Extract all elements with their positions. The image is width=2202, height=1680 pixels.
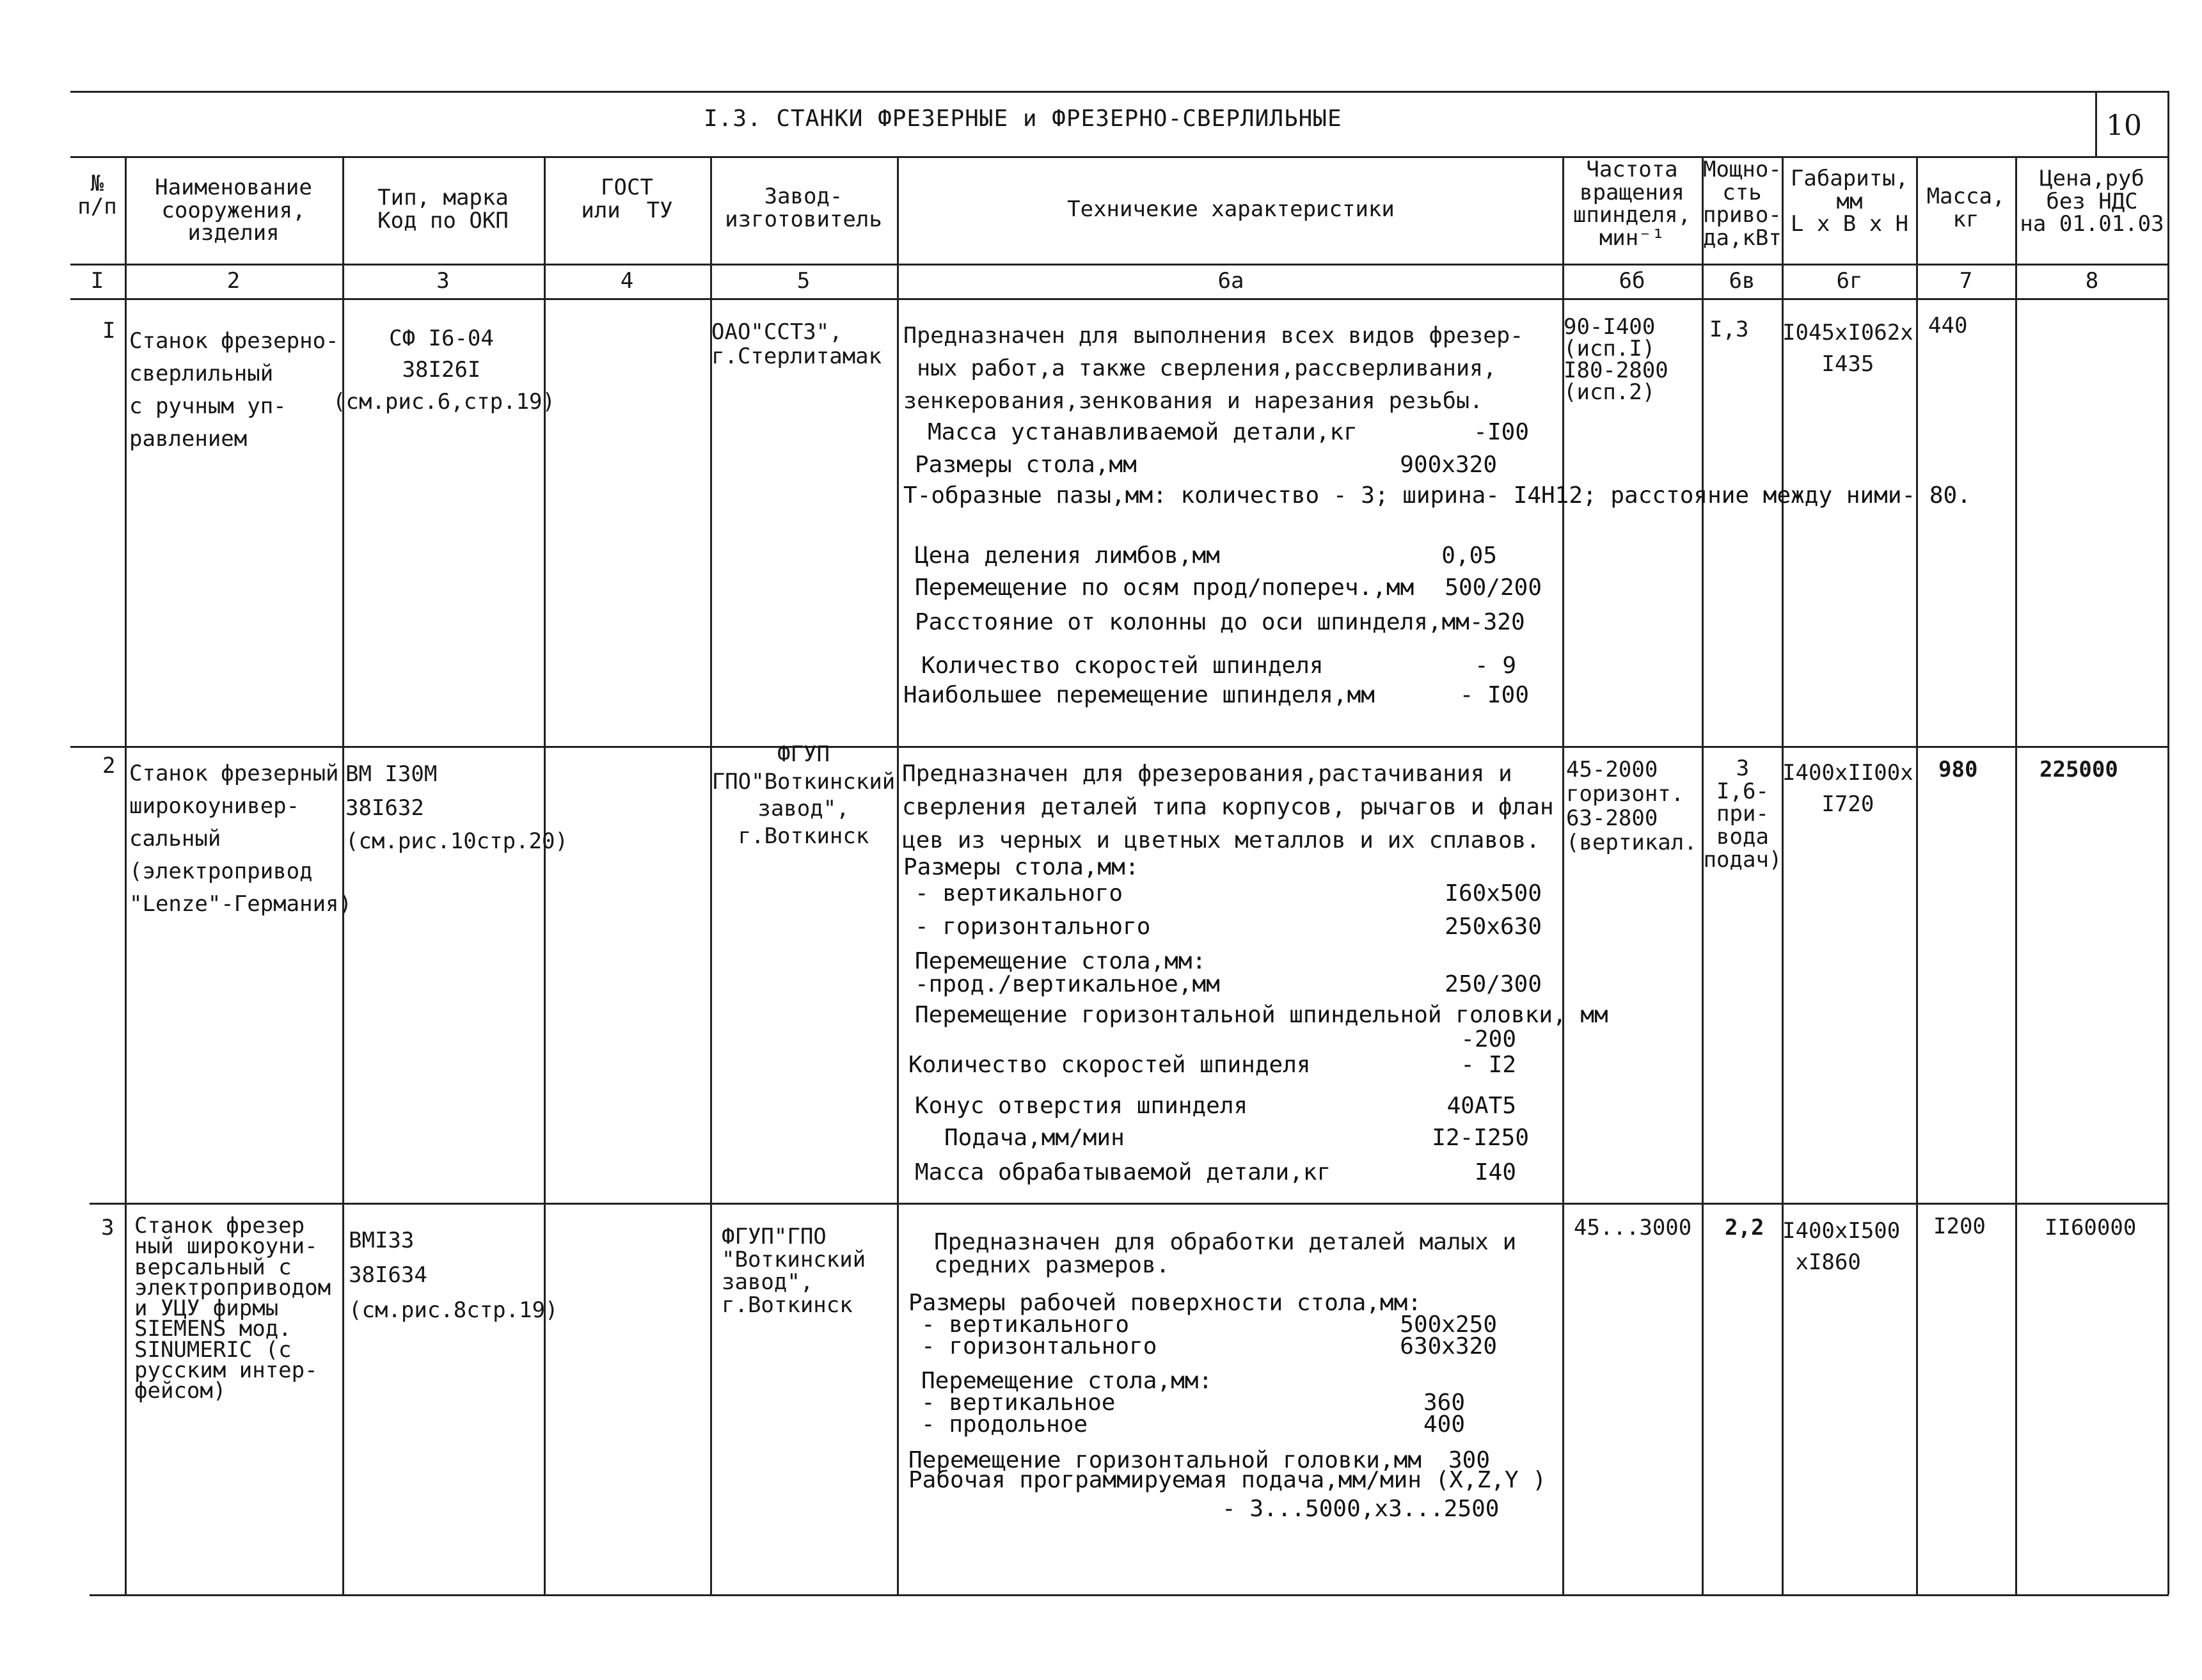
bottom-rule — [90, 1594, 2169, 1596]
numbering-8: 8 — [2085, 268, 2099, 294]
spec-value: 400 — [1423, 1411, 1465, 1438]
spec-value: - 9 — [1474, 653, 1516, 679]
spec-value: 300 — [1448, 1447, 1491, 1473]
top-rule — [70, 91, 2169, 93]
title-rule — [70, 156, 2169, 158]
spec-value: 360 — [1423, 1390, 1465, 1416]
row1-desc: Предназначен для выполнения всех видов фрезер- ных работ,а также сверления,рассверливания, зенкерования,зенкования и нарезания резьбы. — [903, 323, 1524, 414]
numbering-6v: 6в — [1729, 268, 1755, 294]
spec-row: - вертикального — [915, 880, 1123, 907]
col-divider-1 — [125, 156, 127, 1594]
right-border — [2167, 91, 2169, 1594]
row2-price: 225000 — [2040, 757, 2118, 782]
row2-dims: I400хII00х I720 — [1782, 760, 1913, 818]
row2-maker: ФГУП ГПО"Воткинский завод", г.Воткинск — [711, 741, 896, 849]
row1-mass: 440 — [1928, 313, 1968, 338]
header-dims: Габариты, мм L х B х H — [1790, 166, 1909, 237]
header-speed: Частота вращения шпинделя, мин⁻¹ — [1572, 157, 1691, 251]
row2-power: 3 I,6- при- вода подач) — [1703, 756, 1782, 873]
numbering-2: 2 — [226, 268, 241, 294]
spec-row: Т-образные пазы,мм: количество - 3; ширина- I4Н12; расстояние между ними- 80. — [903, 482, 1971, 509]
spec-row: Перемещение стола,мм: — [921, 1368, 1213, 1394]
row1-name: Станок фрезерно- сверлильный с ручным уп- равлением — [129, 328, 339, 452]
row3-name: Станок фрезер ный широкоуни- версальный с электроприводом и УЦУ фирмы SIEMENS мод. SINUMERIC (с русским интер- фейсом) — [134, 1213, 331, 1404]
spec-row: Перемещение горизонтальной головки,мм — [908, 1447, 1422, 1473]
header-name: Наименование сооружения, изделия — [155, 175, 312, 246]
row2-speed: 45-2000 горизонт. 63-2800 (вертикал. — [1566, 757, 1697, 856]
row2-num: 2 — [102, 753, 116, 779]
spec-row: Рабочая программируемая подача,мм/мин (Х,Z,Y ) — [908, 1467, 1546, 1493]
spec-row: - продольное — [921, 1411, 1088, 1438]
numbering-rule — [70, 298, 2169, 300]
row2-desc: Предназначен для фрезерования,растачивания и сверления деталей типа корпусов, рычагов и флан цев из черных и цветных металлов и их сплавов. — [902, 761, 1554, 854]
row3-maker: ФГУП"ГПО "Воткинский завод", г.Воткинск — [722, 1224, 866, 1319]
header-power: Мощно- сть приво- да,кВт — [1703, 157, 1782, 251]
spec-row: Конус отверстия шпинделя — [915, 1093, 1248, 1119]
row2-rule — [90, 1203, 2169, 1205]
page-num-divider — [2095, 91, 2097, 156]
row3-power: 2,2 — [1725, 1215, 1764, 1240]
spec-value: 630х320 — [1400, 1333, 1497, 1359]
col-divider-7 — [2015, 156, 2017, 1594]
spec-value: I40 — [1474, 1159, 1516, 1185]
spec-row: Цена деления лимбов,мм — [915, 543, 1220, 569]
spec-value: I60х500 — [1445, 880, 1542, 907]
numbering-5: 5 — [796, 268, 811, 294]
col-divider-4 — [710, 156, 712, 1594]
spec-row: - вертикальное — [921, 1390, 1116, 1416]
header-num: № п/п — [77, 171, 117, 219]
spec-value: -I00 — [1473, 419, 1529, 445]
row1-num: I — [102, 318, 116, 344]
spec-row: -прод./вертикальное,мм — [915, 971, 1220, 997]
spec-row: Подача,мм/мин — [944, 1125, 1125, 1151]
numbering-6a: 6а — [1217, 268, 1244, 294]
row3-num: 3 — [101, 1215, 115, 1240]
header-specs: Техничекие характеристики — [1067, 196, 1395, 222]
header-rule — [70, 264, 2169, 265]
header-maker: Завод- изготовитель — [725, 184, 882, 232]
spec-row: Масса устанавливаемой детали,кг — [928, 419, 1358, 445]
row1-power: I,3 — [1709, 317, 1749, 342]
spec-value: 500х250 — [1400, 1312, 1497, 1338]
spec-value: 40АТ5 — [1446, 1093, 1516, 1119]
page-number: 10 — [2106, 109, 2142, 142]
spec-row: Количество скоростей шпинделя — [921, 653, 1324, 679]
numbering-3: 3 — [436, 268, 450, 294]
spec-row: - вертикального — [921, 1312, 1130, 1338]
row3-type: ВМI33 38I634 (см.рис.8стр.19) — [349, 1228, 558, 1323]
spec-value: 900х320 — [1400, 452, 1497, 478]
row1-speed: 90-I400 (исп.I) I80-2800 (исп.2) — [1564, 314, 1668, 405]
header-price: Цена,руб без НДС на 01.01.03 — [2020, 166, 2164, 237]
header-mass: Масса, кг — [1926, 184, 2006, 232]
numbering-4: 4 — [620, 268, 634, 294]
spec-value: 250х630 — [1445, 914, 1542, 940]
row2-type: ВМ I30М 38I632 (см.рис.10стр.20) — [345, 761, 568, 855]
spec-row: Размеры стола,мм: — [903, 854, 1139, 880]
spec-row: - горизонтального — [915, 914, 1151, 940]
numbering-7: 7 — [1959, 268, 1973, 294]
numbering-1: I — [90, 268, 104, 294]
spec-row: Перемещение горизонтальной шпиндельной головки, мм — [915, 1002, 1608, 1028]
numbering-6g: 6г — [1836, 268, 1863, 294]
spec-value: - 3...5000,х3...2500 — [1222, 1496, 1500, 1522]
row2-name: Станок фрезерный широкоунивер- сальный (электропривод "Lenze"-Германия) — [129, 761, 352, 917]
header-type: Тип, марка Код по ОКП — [377, 185, 509, 234]
spec-value: 250/300 — [1445, 971, 1542, 997]
spec-row: Размеры стола,мм — [915, 452, 1137, 478]
row2-mass: 980 — [1938, 757, 1978, 782]
row3-price: II60000 — [2045, 1215, 2137, 1240]
spec-value: - I00 — [1459, 682, 1529, 708]
spec-row: Перемещение по осям прод/попереч.,мм — [915, 575, 1414, 601]
spec-row: - горизонтального — [921, 1333, 1157, 1359]
col-divider-5 — [897, 156, 899, 1594]
spec-row: Наибольшее перемещение шпинделя,мм — [903, 682, 1375, 708]
spec-value: I2-I250 — [1432, 1125, 1529, 1151]
row3-desc: Предназначен для обработки деталей малых и средних размеров. — [934, 1229, 1517, 1278]
spec-value: - I2 — [1461, 1052, 1516, 1078]
spec-row: Размеры рабочей поверхности стола,мм: — [908, 1290, 1422, 1316]
page-title: I.3. СТАНКИ ФРЕЗЕРНЫЕ и ФРЕЗЕРНО-СВЕРЛИЛЬНЫЕ — [704, 106, 1342, 132]
numbering-6b: 6б — [1619, 268, 1645, 294]
spec-value: 0,05 — [1441, 543, 1497, 569]
spec-value: 500/200 — [1445, 575, 1542, 601]
row3-speed: 45...3000 — [1574, 1215, 1692, 1240]
spec-row: Масса обрабатываемой детали,кг — [915, 1159, 1331, 1185]
col-divider-6b — [1702, 156, 1704, 1594]
row1-maker: ОАО"ССТЗ", г.Стерлитамак — [711, 319, 882, 370]
col-divider-6g — [1916, 156, 1918, 1594]
row1-dims: I045хI062х I435 — [1782, 320, 1913, 377]
spec-row: Количество скоростей шпинделя — [908, 1052, 1311, 1078]
header-gost: ГОСТ или ТУ — [581, 175, 673, 223]
spec-value: -200 — [1461, 1026, 1516, 1052]
row1-rule — [70, 746, 2169, 748]
spec-row: Перемещение стола,мм: — [915, 948, 1207, 974]
spec-row: Расстояние от колонны до оси шпинделя,мм-320 — [915, 609, 1525, 635]
row1-type: СФ I6-04 38I26I (см.рис.6,стр.19) — [333, 326, 555, 415]
row3-dims: I400хI500 хI860 — [1782, 1218, 1901, 1276]
row3-mass: I200 — [1933, 1214, 1986, 1239]
